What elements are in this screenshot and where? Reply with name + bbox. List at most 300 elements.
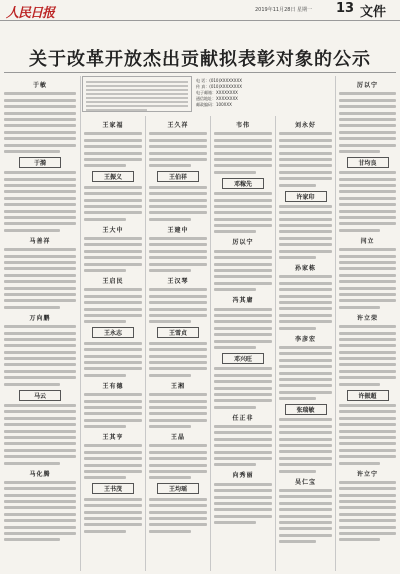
body-text-line (4, 455, 76, 458)
body-text-line (339, 131, 396, 134)
body-text-line (214, 521, 256, 524)
body-text-line (149, 361, 207, 364)
body-text-line (149, 374, 191, 377)
body-text-line (214, 205, 272, 208)
body-text-line (279, 495, 332, 498)
body-text-line (214, 192, 272, 195)
body-text-line (214, 139, 272, 142)
body-text-line (214, 288, 256, 291)
body-text-line (84, 464, 142, 467)
body-text-line (279, 359, 332, 362)
contact-email: 电子邮箱：XXXXXXXX (196, 90, 238, 95)
body-text-line (84, 498, 142, 501)
body-text-line (84, 152, 142, 155)
body-text-line (339, 513, 396, 516)
body-text-line (4, 442, 76, 445)
body-text-line (279, 275, 332, 278)
body-text-line (84, 530, 126, 533)
body-text-line (4, 449, 76, 452)
body-text-line (214, 406, 256, 409)
body-text-line (4, 293, 76, 296)
body-text-line (214, 399, 272, 402)
body-text-line (339, 383, 380, 386)
body-text-line (4, 229, 60, 232)
body-text-line (4, 99, 76, 102)
body-text-line (279, 224, 332, 227)
article-column-3 (147, 116, 209, 571)
body-text-line (4, 487, 76, 490)
body-text-line (214, 320, 272, 323)
body-text-line (339, 370, 396, 373)
body-text-line (149, 457, 207, 460)
body-text-line (339, 299, 396, 302)
body-text-line (279, 425, 332, 428)
body-text-line (214, 340, 272, 343)
body-text-line (149, 158, 207, 161)
body-text-line (84, 400, 142, 403)
body-text-line (4, 150, 60, 153)
honoree-name: 于漪 (19, 157, 61, 168)
body-text-line (279, 320, 332, 323)
body-text-line (149, 218, 191, 221)
body-text-line (84, 511, 142, 514)
body-text-line (339, 332, 396, 335)
body-text-line (84, 139, 142, 142)
body-text-line (149, 320, 191, 323)
body-text-line (4, 494, 76, 497)
body-text-line (149, 145, 207, 148)
body-text-line (339, 481, 396, 484)
body-text-line (339, 494, 396, 497)
body-text-line (279, 307, 332, 310)
body-text-line (279, 145, 332, 148)
body-text-line (279, 243, 332, 246)
body-text-line (279, 463, 332, 466)
body-text-line (214, 158, 272, 161)
honoree-name: 吴仁宝 (294, 478, 316, 486)
body-text-line (149, 498, 207, 501)
body-text-line (214, 393, 272, 396)
body-text-line (214, 489, 272, 492)
body-text-line (279, 346, 332, 349)
body-text-line (149, 511, 207, 514)
column-divider (275, 116, 276, 571)
body-text-line (149, 288, 207, 291)
body-text-line (339, 137, 396, 140)
body-text-line (214, 463, 256, 466)
body-text-line (4, 338, 76, 341)
body-text-line (4, 306, 60, 309)
body-text-line (4, 376, 76, 379)
body-text-line (84, 361, 142, 364)
body-text-line (339, 248, 396, 251)
body-text-line (339, 287, 396, 290)
body-text-line (214, 367, 272, 370)
body-text-line (4, 144, 76, 147)
body-text-line (279, 256, 316, 259)
body-text-line (279, 384, 332, 387)
body-text-line (339, 417, 396, 420)
honoree-name: 韦伟 (235, 122, 250, 129)
body-text-line (4, 532, 76, 535)
body-text-line (149, 237, 207, 240)
body-text-line (84, 211, 142, 214)
body-text-line (149, 139, 207, 142)
honoree-name: 王大中 (102, 226, 124, 234)
body-text-line (339, 255, 396, 258)
body-text-line (339, 210, 396, 213)
honoree-name: 王振义 (92, 171, 134, 182)
body-text-line (4, 124, 76, 127)
honoree-name: 李彦宏 (294, 335, 316, 343)
body-text-line (84, 342, 142, 345)
body-text-line (4, 248, 76, 251)
body-text-line (279, 352, 332, 355)
honoree-name: 王雪贞 (157, 327, 199, 338)
body-text-line (4, 287, 76, 290)
body-text-line (4, 462, 60, 465)
body-text-line (84, 301, 142, 304)
body-text-line (4, 410, 76, 413)
honoree-name: 王家福 (102, 122, 124, 129)
body-text-line (84, 374, 126, 377)
body-text-line (4, 261, 76, 264)
body-text-line (279, 211, 332, 214)
article-column-1 (2, 76, 78, 571)
body-text-line (214, 333, 272, 336)
honoree-name: 许立荣 (356, 314, 378, 322)
body-text-line (279, 237, 332, 240)
body-text-line (339, 171, 396, 174)
body-text-line (339, 538, 380, 541)
body-text-line (339, 105, 396, 108)
body-text-line (149, 464, 207, 467)
body-text-line (339, 430, 396, 433)
column-divider (145, 116, 146, 571)
honoree-name: 冯其庸 (232, 297, 254, 305)
body-text-line (4, 190, 76, 193)
body-text-line (339, 124, 396, 127)
body-text-line (4, 538, 60, 541)
body-text-line (149, 400, 207, 403)
contact-fax: 传 真：(010)XXXXXXXX (196, 84, 242, 89)
body-text-line (279, 230, 332, 233)
honoree-name: 许家印 (285, 191, 327, 202)
body-text-line (4, 105, 76, 108)
body-text-line (214, 425, 272, 428)
body-text-line (279, 470, 316, 473)
body-text-line (4, 137, 76, 140)
body-text-line (339, 118, 396, 121)
body-text-line (149, 444, 207, 447)
contact-address: 通信地址：XXXXXXXX (196, 96, 238, 101)
body-text-line (4, 404, 76, 407)
body-text-line (339, 306, 380, 309)
body-text-line (149, 355, 207, 358)
body-text-line (84, 218, 126, 221)
column-divider (335, 76, 336, 571)
body-text-line (279, 372, 332, 375)
honoree-name: 甘均良 (347, 157, 389, 168)
body-text-line (149, 263, 207, 266)
honoree-name: 王书茂 (92, 483, 134, 494)
honoree-name: 王汉琴 (167, 278, 189, 286)
body-text-line (339, 526, 396, 529)
body-text-line (339, 357, 396, 360)
body-text-line (214, 282, 272, 285)
newspaper-logo: 人民日报 (6, 6, 55, 21)
body-text-line (214, 250, 272, 253)
body-text-line (84, 393, 142, 396)
body-text-line (4, 357, 76, 360)
body-text-line (214, 444, 272, 447)
article-column-2 (82, 116, 144, 571)
honoree-name: 向秀丽 (232, 472, 254, 480)
body-text-line (339, 325, 396, 328)
body-text-line (279, 391, 332, 394)
body-text-line (4, 506, 76, 509)
page-headline: 关于改革开放杰出贡献拟表彰对象的公示 (29, 49, 371, 70)
body-text-line (4, 370, 76, 373)
body-text-line (84, 419, 142, 422)
body-text-line (84, 269, 126, 272)
body-text-line (84, 470, 142, 473)
body-text-line (214, 346, 256, 349)
body-text-line (279, 301, 332, 304)
body-text-line (214, 256, 272, 259)
body-text-line (84, 451, 142, 454)
body-text-line (279, 171, 332, 174)
notice-box (82, 76, 192, 112)
honoree-name: 马善祥 (29, 237, 51, 245)
body-text-line (279, 365, 332, 368)
body-text-line (339, 293, 396, 296)
body-text-line (279, 418, 332, 421)
body-text-line (84, 164, 126, 167)
body-text-line (339, 274, 396, 277)
honoree-name: 马云 (19, 390, 61, 401)
body-text-line (279, 288, 332, 291)
body-text-line (339, 363, 396, 366)
contact-phone: 电 话：(010)XXXXXXXX (196, 78, 242, 83)
body-text-line (4, 274, 76, 277)
body-text-line (4, 332, 76, 335)
body-text-line (4, 255, 76, 258)
body-text-line (149, 314, 207, 317)
body-text-line (214, 171, 256, 174)
body-text-line (84, 444, 142, 447)
body-text-line (214, 496, 272, 499)
body-text-line (279, 132, 332, 135)
body-text-line (149, 152, 207, 155)
body-text-line (339, 404, 396, 407)
issue-date: 2019年11月28日 星期一 (255, 7, 313, 13)
body-text-line (4, 325, 76, 328)
body-text-line (84, 517, 142, 520)
body-text-line (4, 92, 76, 95)
body-text-line (279, 450, 332, 453)
body-text-line (214, 164, 272, 167)
body-text-line (214, 263, 272, 266)
body-text-line (214, 308, 272, 311)
body-text-line (214, 275, 272, 278)
body-text-line (214, 457, 272, 460)
honoree-name: 王其亨 (102, 434, 124, 442)
body-text-line (279, 457, 332, 460)
honoree-name: 厉以宁 (356, 82, 378, 89)
body-text-line (279, 438, 332, 441)
body-text-line (149, 517, 207, 520)
body-text-line (279, 527, 332, 530)
body-text-line (4, 519, 76, 522)
body-text-line (339, 344, 396, 347)
body-text-line (214, 199, 272, 202)
column-divider (210, 116, 211, 571)
body-text-line (4, 363, 76, 366)
body-text-line (84, 295, 142, 298)
body-text-line (279, 515, 332, 518)
body-text-line (279, 431, 332, 434)
body-text-line (84, 145, 142, 148)
body-text-line (4, 171, 76, 174)
body-text-line (84, 406, 142, 409)
body-text-line (214, 132, 272, 135)
body-text-line (149, 205, 207, 208)
body-text-line (149, 301, 207, 304)
body-text-line (84, 308, 142, 311)
honoree-name: 邓兴旺 (222, 353, 264, 364)
body-text-line (149, 308, 207, 311)
body-text-line (4, 351, 76, 354)
body-text-line (4, 197, 76, 200)
body-text-line (149, 186, 207, 189)
body-text-line (84, 192, 142, 195)
body-text-line (149, 199, 207, 202)
body-text-line (214, 218, 272, 221)
body-text-line (84, 237, 142, 240)
body-text-line (84, 412, 142, 415)
body-text-line (279, 184, 316, 187)
body-text-line (84, 504, 142, 507)
body-text-line (339, 92, 396, 95)
body-text-line (4, 280, 76, 283)
body-text-line (149, 295, 207, 298)
body-text-line (339, 410, 396, 413)
honoree-name: 孙家栋 (294, 265, 316, 273)
section-title: 文件 (360, 5, 387, 20)
body-text-line (84, 132, 142, 135)
honoree-name: 许振超 (347, 390, 389, 401)
body-text-line (149, 470, 207, 473)
body-text-line (214, 145, 272, 148)
body-text-line (339, 338, 396, 341)
body-text-line (339, 532, 396, 535)
body-text-line (84, 186, 142, 189)
honoree-name: 万向鹏 (29, 314, 51, 322)
body-text-line (339, 99, 396, 102)
body-text-line (339, 150, 380, 153)
body-text-line (149, 211, 207, 214)
column-divider (80, 76, 81, 571)
article-column-6 (337, 76, 398, 571)
honoree-name: 王永志 (92, 327, 134, 338)
body-text-line (84, 250, 142, 253)
body-text-line (149, 393, 207, 396)
honoree-name: 闫立 (360, 237, 375, 245)
honoree-name: 刘永好 (294, 122, 316, 129)
body-text-line (339, 112, 396, 115)
body-text-line (279, 158, 332, 161)
body-text-line (279, 521, 332, 524)
page-number: 13 (336, 1, 355, 16)
body-text-line (279, 218, 332, 221)
body-text-line (279, 489, 332, 492)
body-text-line (4, 267, 76, 270)
body-text-line (84, 288, 142, 291)
body-text-line (339, 197, 396, 200)
body-text-line (214, 230, 256, 233)
body-text-line (279, 508, 332, 511)
body-text-line (339, 261, 396, 264)
honoree-name: 于敏 (32, 82, 47, 89)
honoree-name: 张瑞敏 (285, 404, 327, 415)
body-text-line (279, 534, 332, 537)
body-text-line (149, 342, 207, 345)
body-text-line (214, 387, 272, 390)
body-text-line (214, 314, 272, 317)
body-text-line (84, 205, 142, 208)
body-text-line (279, 205, 332, 208)
body-text-line (4, 500, 76, 503)
body-text-line (149, 256, 207, 259)
body-text-line (84, 425, 126, 428)
body-text-line (4, 184, 76, 187)
body-text-line (339, 184, 396, 187)
body-text-line (279, 327, 316, 330)
body-text-line (149, 412, 207, 415)
body-text-line (4, 131, 76, 134)
body-text-line (214, 269, 272, 272)
honoree-name: 许立宁 (356, 470, 378, 478)
body-text-line (4, 513, 76, 516)
body-text-line (4, 481, 76, 484)
honoree-name: 任正非 (232, 414, 254, 422)
body-text-line (214, 327, 272, 330)
body-text-line (84, 476, 126, 479)
body-text-line (279, 250, 332, 253)
body-text-line (149, 269, 191, 272)
body-text-line (339, 267, 396, 270)
body-text-line (84, 355, 142, 358)
body-text-line (339, 436, 396, 439)
body-text-line (279, 378, 332, 381)
body-text-line (339, 423, 396, 426)
body-text-line (339, 376, 396, 379)
body-text-line (339, 500, 396, 503)
contact-info (196, 78, 336, 108)
body-text-line (149, 164, 191, 167)
body-text-line (4, 203, 76, 206)
body-text-line (4, 383, 60, 386)
body-text-line (339, 519, 396, 522)
body-text-line (149, 476, 191, 479)
body-text-line (4, 526, 76, 529)
body-text-line (279, 282, 332, 285)
body-text-line (149, 504, 207, 507)
honoree-name: 王均瑶 (157, 483, 199, 494)
body-text-line (279, 152, 332, 155)
honoree-name: 王湘 (170, 382, 185, 390)
